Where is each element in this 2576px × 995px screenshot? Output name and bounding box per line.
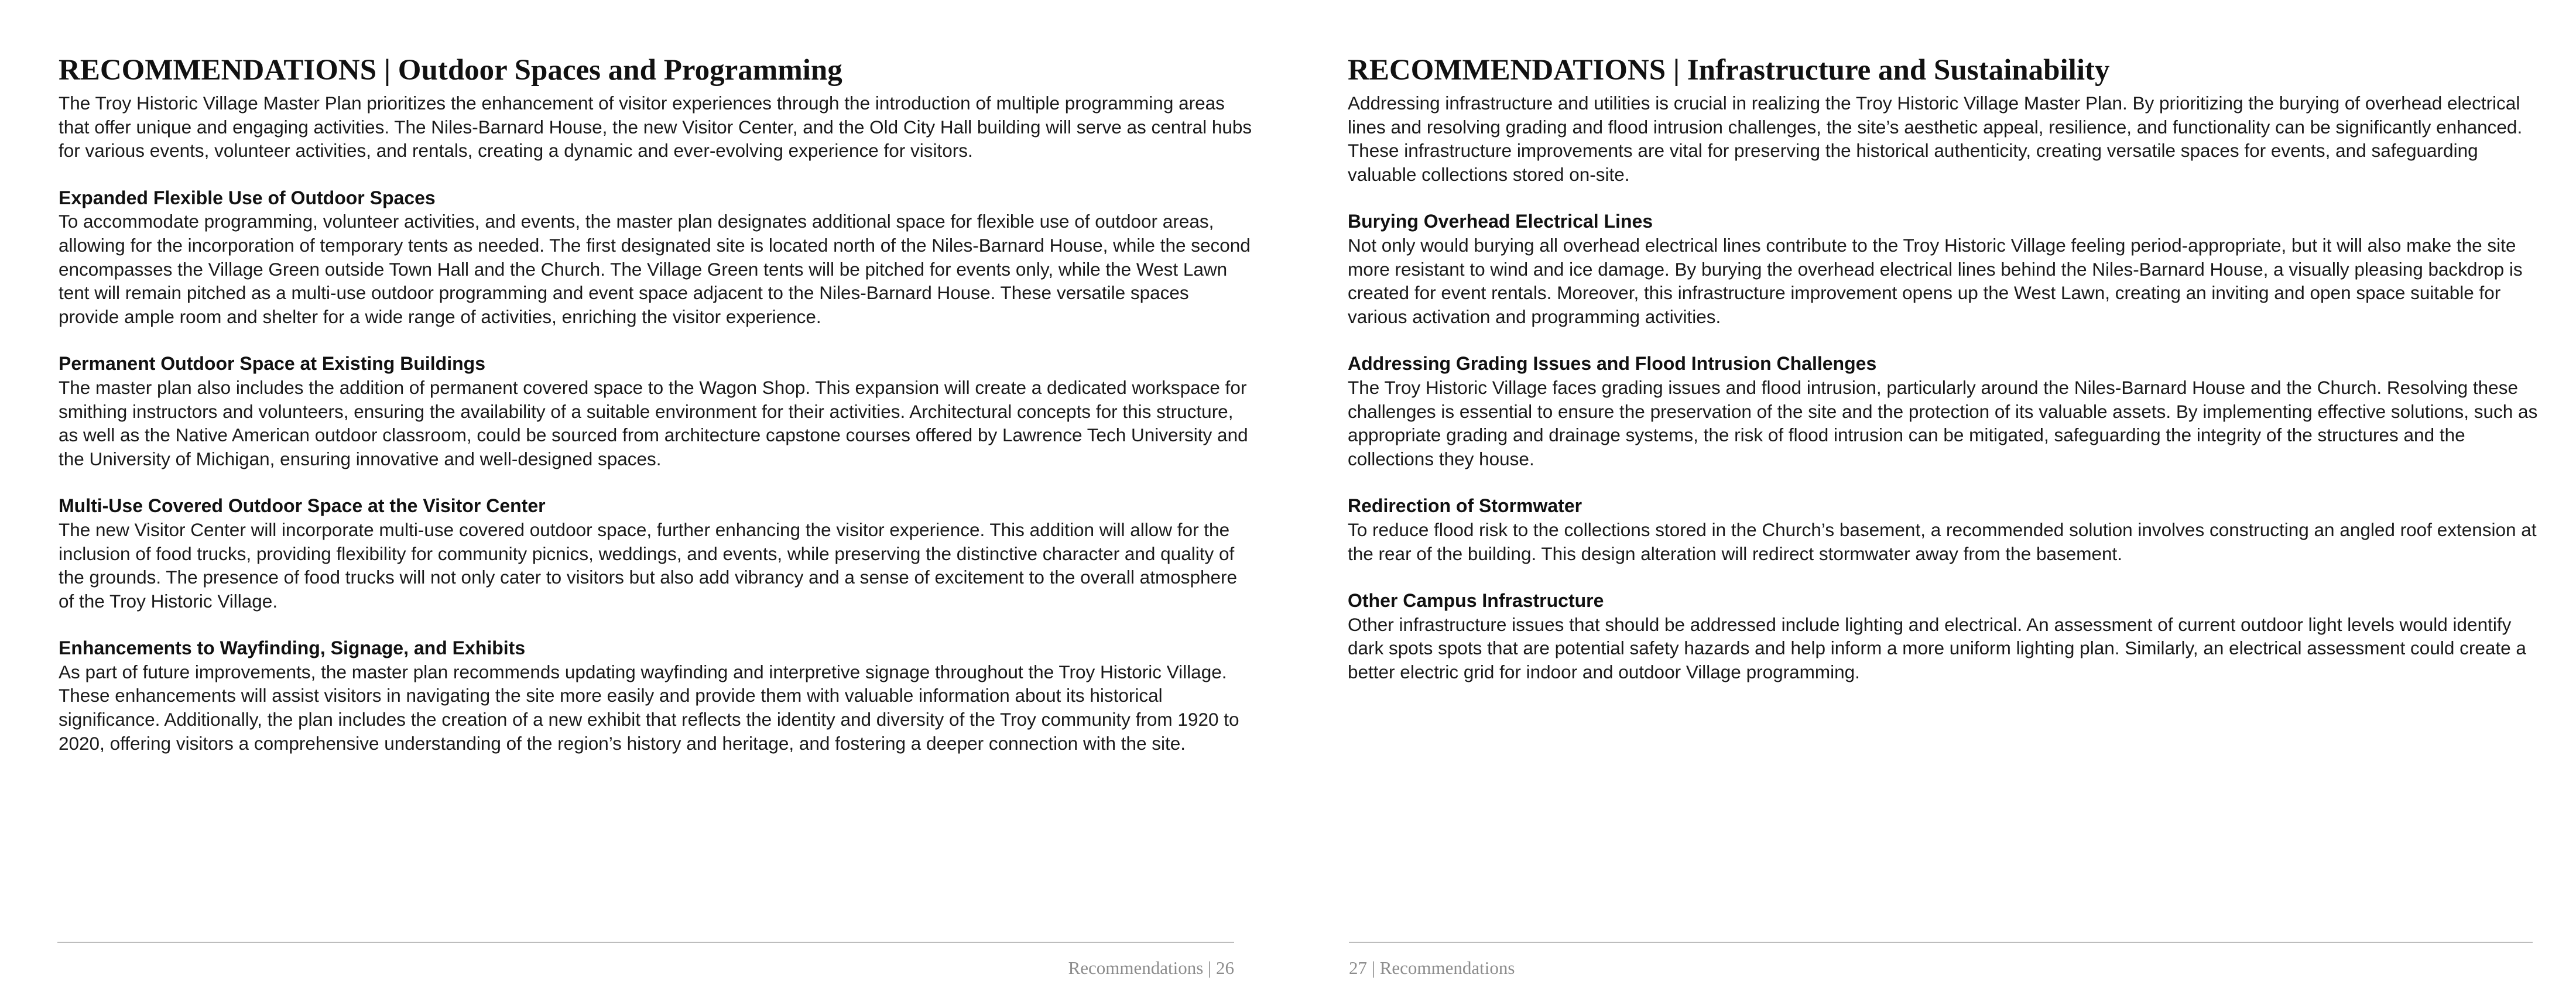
section-permanent-outdoor-space <box>59 352 1253 471</box>
right-page <box>1288 0 2576 995</box>
right-page-content <box>1348 52 2542 684</box>
left-page-content <box>59 52 1253 755</box>
section-body: The Troy Historic Village faces grading issues and flood intrusion, particularly around the Niles-Barnard House and the Church. Resolving these challenges is essential to ensure the preservation of the site and the protection of its valuable assets. By implementing effective solutions, such as appropriate grading and drainage systems, the risk of flood intrusion can be mitigated, safeguarding the integrity of the structures and the collections they house. <box>1348 376 2538 469</box>
section-heading: Enhancements to Wayfinding, Signage, and Exhibits <box>59 637 526 659</box>
section-heading: Redirection of Stormwater <box>1348 495 1582 517</box>
section-stormwater-redirection <box>1348 494 2542 565</box>
intro-paragraph: The Troy Historic Village Master Plan prioritizes the enhancement of visitor experiences through the introduction of multiple programming areas that offer unique and engaging activities. The Niles-Barnard House, the new Visitor Center, and the Old City Hall building will serve as central hubs for various events, volunteer activities, and rentals, creating a dynamic and ever-evolving experience for visitors. <box>59 92 1252 162</box>
footer-divider <box>1349 942 2533 943</box>
section-wayfinding-signage-exhibits <box>59 636 1253 755</box>
section-heading: Expanded Flexible Use of Outdoor Spaces <box>59 187 436 208</box>
page-footer: 27 | Recommendations <box>1349 958 1515 978</box>
intro-paragraph: Addressing infrastructure and utilities is crucial in realizing the Troy Historic Village Master Plan. By prioritizing the burying of overhead electrical lines and resolving grading and flood intrusion challenges, the site’s aesthetic appeal, resilience, and functionality can be significantly enhanced. These infrastructure improvements are vital for preserving the historical authenticity, creating versatile spaces for events, and safeguarding valuable collections stored on-site. <box>1348 92 2523 185</box>
page-title: RECOMMENDATIONS | Infrastructure and Sustainability <box>1348 54 2110 87</box>
section-body: Other infrastructure issues that should be addressed include lighting and electrical. An assessment of current outdoor light levels would identify dark spots spots that are potential safety hazards and help inform a more uniform lighting plan. Similarly, an electrical assessment could create a better electric grid for indoor and outdoor Village programming. <box>1348 613 2526 682</box>
page-footer: Recommendations | 26 <box>1068 958 1234 978</box>
section-body: As part of future improvements, the master plan recommends updating wayfinding and interpretive signage throughout the Troy Historic Village. These enhancements will assist visitors in navigating the site more easily and provide them with valuable information about its historical significance. Additionally, the plan includes the creation of a new exhibit that reflects the identity and diversity of the Troy community from 1920 to 2020, offering visitors a comprehensive understanding of the region’s history and heritage, and fostering a deeper connection with the site. <box>59 661 1239 754</box>
section-heading: Multi-Use Covered Outdoor Space at the Visitor Center <box>59 495 546 517</box>
section-expanded-flexible-use <box>59 186 1253 329</box>
page-title: RECOMMENDATIONS | Outdoor Spaces and Programming <box>59 54 842 87</box>
section-body: Not only would burying all overhead electrical lines contribute to the Troy Historic Village feeling period-appropriate, but it will also make the site more resistant to wind and ice damage. By burying the overhead electrical lines behind the Niles-Barnard House, a visually pleasing backdrop is created for event rentals. Moreover, this infrastructure improvement opens up the West Lawn, creating an inviting and open space suitable for various activation and programming activities. <box>1348 234 2523 327</box>
section-burying-electrical-lines <box>1348 210 2542 328</box>
section-other-campus-infrastructure <box>1348 589 2542 684</box>
section-heading: Other Campus Infrastructure <box>1348 590 1604 612</box>
section-body: The master plan also includes the addition of permanent covered space to the Wagon Shop. This expansion will create a dedicated workspace for smithing instructors and volunteers, ensuring the availability of a suitable environment for their activities. Architectural concepts for this structure, as well as the Native American outdoor classroom, could be sourced from architecture capstone courses offered by Lawrence Tech University and the University of Michigan, ensuring innovative and well-designed spaces. <box>59 376 1248 469</box>
section-grading-flood-intrusion <box>1348 352 2542 471</box>
section-body: To accommodate programming, volunteer activities, and events, the master plan designates additional space for flexible use of outdoor areas, allowing for the incorporation of temporary tents as needed. The first designated site is located north of the Niles-Barnard House, while the second encompasses the Village Green outside Town Hall and the Church. The Village Green tents will be pitched for events only, while the West Lawn tent will remain pitched as a multi-use outdoor programming and event space adjacent to the Niles-Barnard House. These versatile spaces provide ample room and shelter for a wide range of activities, enriching the visitor experience. <box>59 211 1251 327</box>
section-body: The new Visitor Center will incorporate multi-use covered outdoor space, further enhancing the visitor experience. This addition will allow for the inclusion of food trucks, providing flexibility for community picnics, weddings, and events, while preserving the distinctive character and quality of the grounds. The presence of food trucks will not only cater to visitors but also add vibrancy and a sense of excitement to the overall atmosphere of the Troy Historic Village. <box>59 519 1238 612</box>
section-body: To reduce flood risk to the collections stored in the Church’s basement, a recommended solution involves constructing an angled roof extension at the rear of the building. This design alteration will redirect stormwater away from the basement. <box>1348 519 2537 564</box>
footer-divider <box>57 942 1234 943</box>
section-heading: Permanent Outdoor Space at Existing Buildings <box>59 353 485 375</box>
section-heading: Burying Overhead Electrical Lines <box>1348 211 1653 232</box>
section-visitor-center-covered-space <box>59 494 1253 613</box>
section-heading: Addressing Grading Issues and Flood Intrusion Challenges <box>1348 353 1877 375</box>
